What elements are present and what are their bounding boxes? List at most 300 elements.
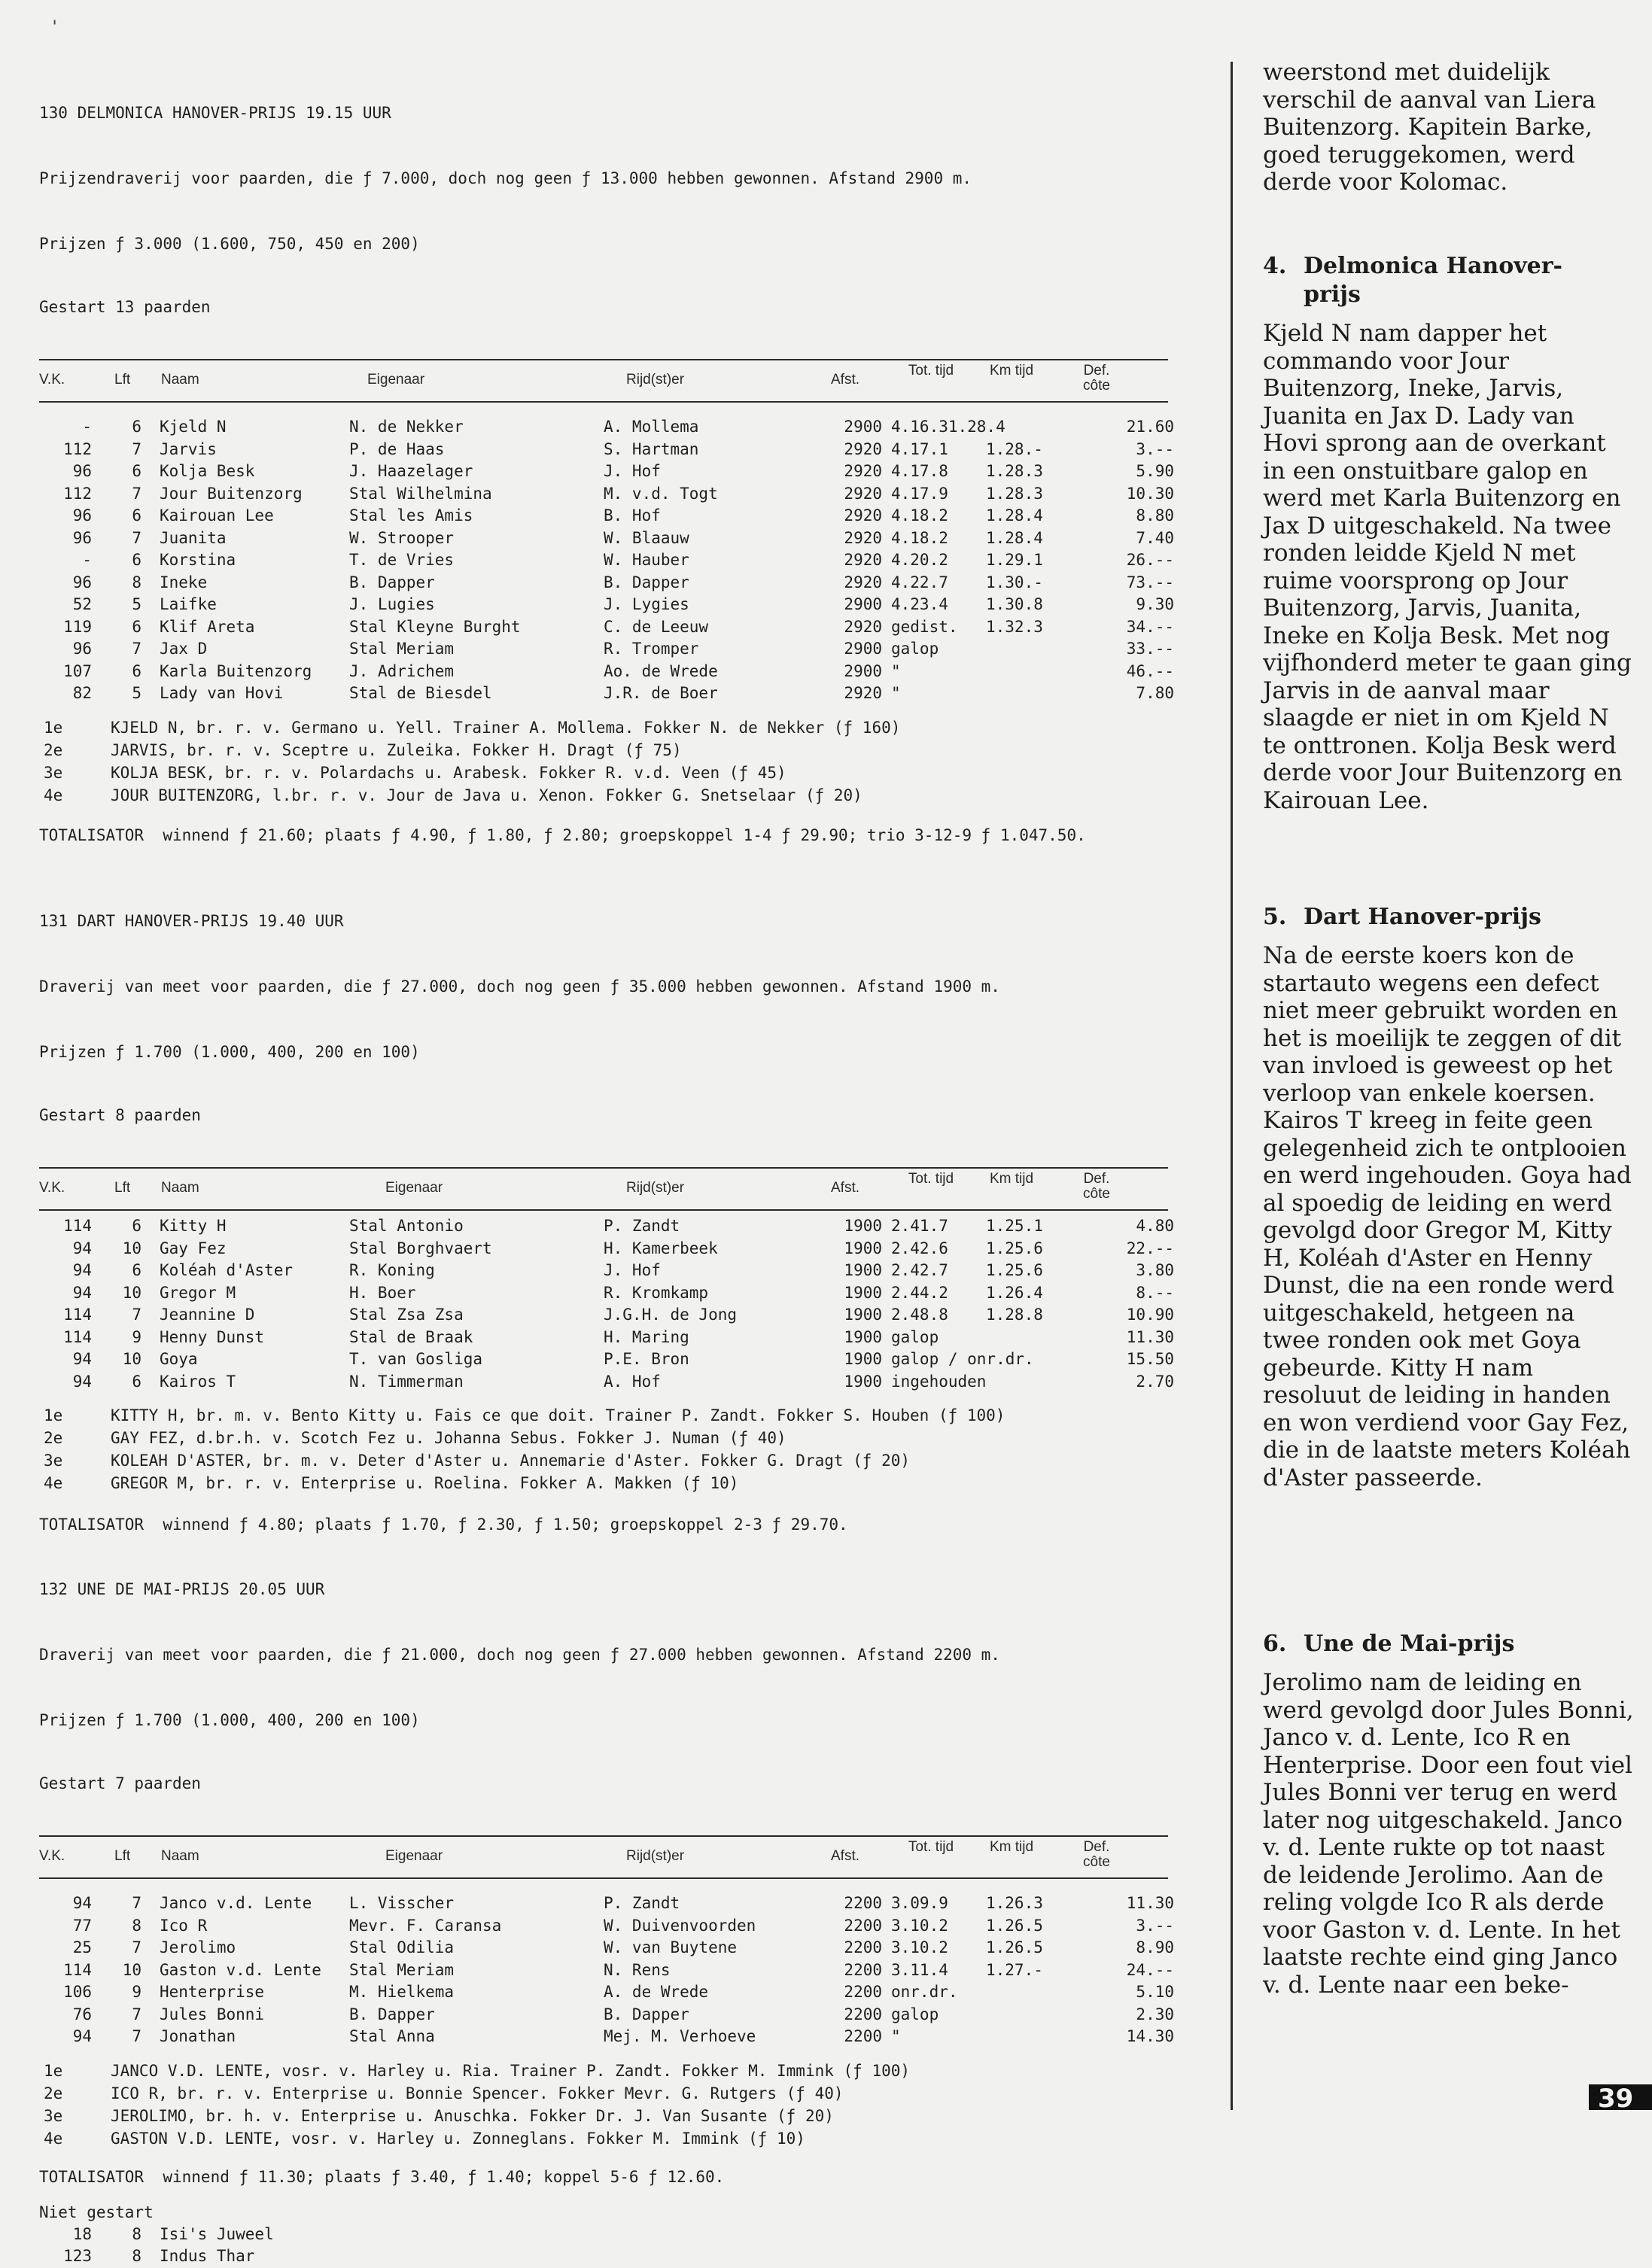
section-heading <box>1263 903 1635 932</box>
placing-text: KOLJA BESK, br. r. v. Polardachs u. Arabesk. Fokker R. v.d. Veen (ƒ 45) <box>111 763 786 782</box>
placing-text: KJELD N, br. r. v. Germano u. Yell. Trainer A. Mollema. Fokker N. de Nekker (ƒ 160) <box>111 718 901 737</box>
cell-km-time: 1.26.3 <box>986 1894 1043 1912</box>
cell-km-time: 1.25.6 <box>986 1261 1043 1279</box>
col-lft: Lft <box>114 1848 131 1864</box>
cell-afst: 1900 <box>844 1372 882 1391</box>
cell-vk: 94 <box>72 1261 92 1279</box>
placing-row <box>39 2130 1168 2152</box>
cell-def-cote: 3.-- <box>1136 439 1174 458</box>
cell-vk: 112 <box>63 484 92 503</box>
totalisator: TOTALISATOR winnend ƒ 4.80; plaats ƒ 1.70, ƒ 2.30, ƒ 1.50; groepskoppel 2-3 ƒ 29.70. <box>39 1516 848 1534</box>
col-name: Naam <box>161 372 199 388</box>
table-row <box>39 572 1174 594</box>
cell-owner: L. Visscher <box>349 1894 455 1912</box>
cell-afst: 1900 <box>844 1306 882 1324</box>
cell-vk: 94 <box>72 1372 92 1391</box>
table-row <box>39 416 1174 439</box>
col-km: Km tijd <box>989 1839 1034 1855</box>
cell-rider: B. Dapper <box>604 573 689 591</box>
section-title: Dart Hanover-prijs <box>1304 904 1541 930</box>
cell-lft: 6 <box>132 1261 141 1279</box>
cell-vk: 112 <box>63 439 92 458</box>
cell-name: Jeannine D <box>160 1306 255 1324</box>
cell-tot-time: 2.44.2 <box>891 1283 948 1302</box>
cell-lft: 10 <box>122 1960 141 1979</box>
cell-name: Goya <box>160 1350 198 1368</box>
col-def: Def. côte <box>1083 1171 1110 1202</box>
cell-lft: 9 <box>132 1983 141 2001</box>
race-starters: Gestart 13 paarden <box>39 298 211 316</box>
cell-rider: W. Hauber <box>604 551 689 569</box>
result-rows <box>39 1893 1174 2048</box>
table-row <box>39 549 1174 572</box>
cell-name: Laifke <box>160 595 217 613</box>
cell-lft: 7 <box>132 484 141 503</box>
race-title: 130 DELMONICA HANOVER-PRIJS 19.15 UUR <box>39 104 391 122</box>
cell-rider: A. Hof <box>604 1372 661 1391</box>
cell-lft: 8 <box>132 2224 141 2243</box>
cell-def-cote: 11.30 <box>1126 1894 1174 1912</box>
cell-name: Indus Thar <box>160 2247 255 2265</box>
cell-lft: 7 <box>132 1938 141 1956</box>
cell-def-cote: 33.-- <box>1126 640 1174 658</box>
placing-row <box>39 2062 1168 2084</box>
cell-owner: Stal de Biesdel <box>349 684 492 702</box>
cell-def-cote: 9.30 <box>1136 595 1174 613</box>
section-body: Na de eerste koers kon de startauto wegens een defect niet meer gebruikt worden en het is moeilijk te zeggen of dit van invloed is geweest op het verloop van enkele koersen. Kairos T kreeg in feite geen gelegenheid zich te ontplooien en werd ingehouden. Goya had al spoedig de leiding en werd gevolgd door Gregor M, Kitty H, Koléah d'Aster en Henny Dunst, die na een ronde werd uitgeschakeld, hetgeen na twee ronden ook met Goya gebeurde. Kitty H nam resoluut de leiding in handen en won verdiend voor Gay Fez, die in de laatste meters Koléah d'Aster passeerde. <box>1263 942 1632 1491</box>
col-name: Naam <box>161 1848 199 1864</box>
placing-position: 1e <box>44 2061 63 2080</box>
cell-rider: H. Maring <box>604 1327 689 1346</box>
cell-vk: 114 <box>63 1306 92 1324</box>
cell-km-time: 1.25.6 <box>986 1239 1043 1257</box>
cell-rider: J.G.H. de Jong <box>604 1306 738 1324</box>
cell-def-cote: 5.90 <box>1136 462 1174 480</box>
placing-text: KOLEAH D'ASTER, br. m. v. Deter d'Aster u. Annemarie d'Aster. Fokker G. Dragt (ƒ 20) <box>111 1452 911 1470</box>
table-row <box>39 1304 1174 1327</box>
cell-name: Jonathan <box>160 2027 236 2045</box>
cell-afst: 2900 <box>844 418 882 436</box>
cell-tot-time: 2.48.8 <box>891 1306 948 1324</box>
cell-rider: J. Hof <box>604 1261 661 1279</box>
cell-vk: 114 <box>63 1960 92 1979</box>
placing-row <box>39 2107 1168 2130</box>
cell-lft: 6 <box>132 1217 141 1235</box>
cell-tot-time: galop <box>891 640 939 658</box>
cell-afst: 2920 <box>844 528 882 547</box>
cell-rider: W. Blaauw <box>604 528 689 547</box>
placing-row <box>39 741 1168 764</box>
placing-position: 1e <box>44 1406 63 1424</box>
cell-tot-time: galop <box>891 1327 939 1346</box>
section-title: Une de Mai-prijs <box>1304 1631 1515 1657</box>
not-started <box>39 2202 1168 2268</box>
cell-lft: 10 <box>122 1239 141 1257</box>
cell-owner: Stal Borghvaert <box>349 1239 492 1257</box>
col-lft: Lft <box>114 372 131 388</box>
cell-lft: 6 <box>132 617 141 636</box>
cell-afst: 2920 <box>844 617 882 636</box>
cell-name: Gaston v.d. Lente <box>160 1960 321 1979</box>
cell-vk: 96 <box>72 573 92 591</box>
report-section-6 <box>1263 1630 1635 1999</box>
cell-km-time: 1.30.8 <box>986 595 1043 613</box>
cell-vk: - <box>82 551 92 569</box>
report-section-4 <box>1263 252 1635 814</box>
cell-owner: Stal Anna <box>349 2027 435 2045</box>
cell-afst: 2920 <box>844 684 882 702</box>
cell-def-cote: 3.80 <box>1136 1261 1174 1279</box>
column-divider <box>1231 62 1233 2110</box>
placing-text: JOUR BUITENZORG, l.br. r. v. Jour de Java u. Xenon. Fokker G. Snetselaar (ƒ 20) <box>111 786 863 804</box>
placings <box>39 2062 1168 2152</box>
cell-tot-time: 4.23.4 <box>891 595 948 613</box>
cell-lft: 8 <box>132 1916 141 1935</box>
table-row <box>39 683 1174 705</box>
col-afst: Afst. <box>831 372 860 388</box>
cell-tot-time: 4.18.2 <box>891 528 948 547</box>
cell-afst: 2920 <box>844 506 882 524</box>
placing-position: 3e <box>44 763 63 782</box>
cell-lft: 7 <box>132 1894 141 1912</box>
cell-tot-time: 4.20.2 <box>891 551 948 569</box>
cell-def-cote: 7.40 <box>1136 528 1174 547</box>
table-header <box>39 1167 1168 1211</box>
col-vk: V.K. <box>39 372 65 388</box>
not-started-row <box>39 2245 1168 2268</box>
cell-owner: T. de Vries <box>349 551 455 569</box>
table-row <box>39 1915 1174 1938</box>
cell-lft: 7 <box>132 2005 141 2023</box>
table-row <box>39 1327 1174 1349</box>
cell-name: Koléah d'Aster <box>160 1261 294 1279</box>
cell-rider: J. Lygies <box>604 595 689 613</box>
cell-tot-time: 2.41.7 <box>891 1217 948 1235</box>
cell-tot-time: " <box>891 2027 901 2045</box>
cell-rider: P. Zandt <box>604 1894 680 1912</box>
col-lft: Lft <box>114 1180 131 1196</box>
cell-km-time: 1.27.- <box>986 1960 1043 1979</box>
cell-owner: J. Lugies <box>349 595 435 613</box>
table-row <box>39 616 1174 639</box>
cell-name: Kairos T <box>160 1372 236 1391</box>
cell-vk: 94 <box>72 1239 92 1257</box>
cell-vk: 123 <box>63 2247 92 2265</box>
table-row <box>39 1981 1174 2004</box>
section-number: 4. <box>1263 253 1287 279</box>
cell-def-cote: 3.-- <box>1136 1916 1174 1935</box>
cell-def-cote: 73.-- <box>1126 573 1174 591</box>
cell-afst: 2200 <box>844 1960 882 1979</box>
cell-tot-time: 4.17.8 <box>891 462 948 480</box>
placing-row <box>39 719 1168 741</box>
placings <box>39 1406 1168 1497</box>
totalisator: TOTALISATOR winnend ƒ 11.30; plaats ƒ 3.40, ƒ 1.40; koppel 5-6 ƒ 12.60. <box>39 2167 725 2186</box>
cell-def-cote: 2.30 <box>1136 2005 1174 2023</box>
section-body: Kjeld N nam dapper het commando voor Jour Buitenzorg, Ineke, Jarvis, Juanita en Jax D. Lady van Hovi sprong aan de overkant in een onstuitbare galop en werd met Karla Buitenzorg en Jax D uitgeschakeld. Na twee ronden leidde Kjeld N met ruime voorsprong op Jour Buitenzorg, Jarvis, Juanita, Ineke en Kolja Besk. Met nog vijfhonderd meter te gaan ging Jarvis in de aanval maar slaagde er niet in om Kjeld N te onttronen. Kolja Besk werd derde voor Jour Buitenzorg en Kairouan Lee. <box>1263 320 1632 814</box>
cell-km-time: 1.28.8 <box>986 1306 1043 1324</box>
table-header <box>39 1835 1168 1879</box>
col-afst: Afst. <box>831 1848 860 1864</box>
placing-position: 3e <box>44 1452 63 1470</box>
table-row <box>39 1371 1174 1394</box>
cell-name: Lady van Hovi <box>160 684 284 702</box>
col-owner: Eigenaar <box>367 372 425 388</box>
cell-afst: 2200 <box>844 2027 882 2045</box>
cell-km-time: 1.29.1 <box>986 551 1043 569</box>
placing-text: GAY FEZ, d.br.h. v. Scotch Fez u. Johanna Sebus. Fokker J. Numan (ƒ 40) <box>111 1429 786 1447</box>
cell-def-cote: 8.-- <box>1136 1283 1174 1302</box>
cell-name: Korstina <box>160 551 236 569</box>
cell-vk: 107 <box>63 661 92 680</box>
cell-name: Karla Buitenzorg <box>160 661 312 680</box>
race-header <box>39 59 1168 359</box>
cell-km-time: 1.28.- <box>986 439 1043 458</box>
col-name: Naam <box>161 1180 199 1196</box>
placing-text: JANCO V.D. LENTE, vosr. v. Harley u. Ria. Trainer P. Zandt. Fokker M. Immink (ƒ 100) <box>111 2061 911 2080</box>
cell-owner: J. Adrichem <box>349 661 455 680</box>
cell-owner: Stal les Amis <box>349 506 473 524</box>
cell-km-time: 1.28.3 <box>986 462 1043 480</box>
cell-afst: 2200 <box>844 1894 882 1912</box>
col-vk: V.K. <box>39 1848 65 1864</box>
cell-lft: 7 <box>132 439 141 458</box>
cell-tot-time: 3.11.4 <box>891 1960 948 1979</box>
cell-km-time: 1.28.3 <box>986 484 1043 503</box>
cell-vk: 94 <box>72 2027 92 2045</box>
cell-vk: 52 <box>72 595 92 613</box>
cell-name: Henny Dunst <box>160 1327 265 1346</box>
cell-lft: 7 <box>132 528 141 547</box>
cell-vk: 77 <box>72 1916 92 1935</box>
not-started-rows <box>39 2224 1168 2268</box>
col-rider: Rijd(st)er <box>626 1180 685 1196</box>
cell-rider: R. Tromper <box>604 640 699 658</box>
table-row <box>39 461 1174 483</box>
cell-def-cote: 24.-- <box>1126 1960 1174 1979</box>
cell-name: Kolja Besk <box>160 462 255 480</box>
cell-vk: 25 <box>72 1938 92 1956</box>
cell-def-cote: 2.70 <box>1136 1372 1174 1391</box>
cell-tot-time: 2.42.6 <box>891 1239 948 1257</box>
cell-def-cote: 34.-- <box>1126 617 1174 636</box>
cell-lft: 7 <box>132 2027 141 2045</box>
race-132 <box>39 1535 1174 2268</box>
cell-owner: Stal Zsa Zsa <box>349 1306 464 1324</box>
cell-lft: 6 <box>132 462 141 480</box>
cell-owner: N. de Nekker <box>349 418 464 436</box>
race-131 <box>39 867 1174 1536</box>
cell-km-time: 1.25.1 <box>986 1217 1043 1235</box>
col-tot: Tot. tijd <box>908 363 954 379</box>
intro-paragraph: weerstond met duidelijk verschil de aanval van Liera Buitenzorg. Kapitein Barke, goed teruggekomen, werd derde voor Kolomac. <box>1263 59 1596 196</box>
cell-tot-time: 4.17.1 <box>891 439 948 458</box>
table-header <box>39 359 1168 403</box>
cell-vk: 114 <box>63 1327 92 1346</box>
cell-rider: P.E. Bron <box>604 1350 689 1368</box>
cell-tot-time: 4.22.7 <box>891 573 948 591</box>
cell-lft: 6 <box>132 506 141 524</box>
cell-vk: 82 <box>72 684 92 702</box>
cell-vk: 96 <box>72 528 92 547</box>
table-row <box>39 1937 1174 1959</box>
cell-name: Jour Buitenzorg <box>160 484 303 503</box>
cell-lft: 6 <box>132 418 141 436</box>
cell-name: Ico R <box>160 1916 208 1935</box>
cell-name: Kitty H <box>160 1217 227 1235</box>
cell-name: Jules Bonni <box>160 2005 265 2023</box>
placing-position: 4e <box>44 786 63 804</box>
col-owner: Eigenaar <box>385 1180 443 1196</box>
cell-rider: C. de Leeuw <box>604 617 709 636</box>
placing-position: 4e <box>44 1474 63 1492</box>
cell-vk: 94 <box>72 1283 92 1302</box>
cell-tot-time: 3.10.2 <box>891 1916 948 1935</box>
cell-def-cote: 8.90 <box>1136 1938 1174 1956</box>
result-rows <box>39 1215 1174 1393</box>
race-starters: Gestart 7 paarden <box>39 1774 201 1792</box>
cell-afst: 2900 <box>844 661 882 680</box>
cell-afst: 2920 <box>844 484 882 503</box>
table-row <box>39 505 1174 527</box>
placing-position: 1e <box>44 718 63 737</box>
col-owner: Eigenaar <box>385 1848 443 1864</box>
cell-lft: 7 <box>132 1306 141 1324</box>
placing-position: 2e <box>44 2084 63 2102</box>
cell-tot-time: 3.09.9 <box>891 1894 948 1912</box>
report-section-5 <box>1263 903 1635 1491</box>
not-started-row <box>39 2224 1168 2246</box>
cell-owner: B. Dapper <box>349 2005 435 2023</box>
section-number: 5. <box>1263 904 1287 930</box>
cell-vk: 94 <box>72 1894 92 1912</box>
cell-vk: 114 <box>63 1217 92 1235</box>
cell-def-cote: 5.10 <box>1136 1983 1174 2001</box>
cell-afst: 2200 <box>844 2005 882 2023</box>
cell-lft: 9 <box>132 1327 141 1346</box>
table-row <box>39 439 1174 461</box>
cell-owner: P. de Haas <box>349 439 445 458</box>
placing-row <box>39 764 1168 786</box>
cell-name: Henterprise <box>160 1983 265 2001</box>
placing-row <box>39 1429 1168 1452</box>
totalisator: TOTALISATOR winnend ƒ 21.60; plaats ƒ 4.90, ƒ 1.80, ƒ 2.80; groepskoppel 1-4 ƒ 29.90; trio 3-12-9 ƒ 1.047.50. <box>39 825 1086 844</box>
cell-rider: N. Rens <box>604 1960 671 1979</box>
race-header <box>39 1535 1168 1835</box>
cell-def-cote: 46.-- <box>1126 661 1174 680</box>
cell-afst: 2900 <box>844 595 882 613</box>
cell-vk: 18 <box>72 2224 92 2243</box>
cell-def-cote: 14.30 <box>1126 2027 1174 2045</box>
cell-afst: 2920 <box>844 573 882 591</box>
col-tot: Tot. tijd <box>908 1839 954 1855</box>
cell-tot-time: galop / onr.dr. <box>891 1350 1034 1368</box>
cell-rider: J. Hof <box>604 462 661 480</box>
race-prizes: Prijzen ƒ 1.700 (1.000, 400, 200 en 100) <box>39 1043 420 1061</box>
cell-rider: R. Kromkamp <box>604 1283 709 1302</box>
cell-km-time: 1.26.4 <box>986 1283 1043 1302</box>
cell-vk: 76 <box>72 2005 92 2023</box>
cell-name: Kairouan Lee <box>160 506 274 524</box>
race-conditions: Draverij van meet voor paarden, die ƒ 27.000, doch nog geen ƒ 35.000 hebben gewonnen. Afstand 1900 m. <box>39 977 1000 996</box>
cell-rider: Mej. M. Verhoeve <box>604 2027 756 2045</box>
cell-afst: 2900 <box>844 640 882 658</box>
cell-vk: 106 <box>63 1983 92 2001</box>
cell-lft: 5 <box>132 595 141 613</box>
cell-def-cote: 21.60 <box>1126 418 1174 436</box>
cell-vk: 94 <box>72 1350 92 1368</box>
col-def: Def. côte <box>1083 363 1110 394</box>
placing-text: ICO R, br. r. v. Enterprise u. Bonnie Spencer. Fokker Mevr. G. Rutgers (ƒ 40) <box>111 2084 844 2102</box>
cell-owner: M. Hielkema <box>349 1983 455 2001</box>
cell-tot-time: 3.10.2 <box>891 1938 948 1956</box>
cell-name: Gregor M <box>160 1283 236 1302</box>
section-body: Jerolimo nam de leiding en werd gevolgd door Jules Bonni, Janco v. d. Lente, Ico R en Henterprise. Door een fout viel Jules Bonni ver terug en werd later nog uitgeschakeld. Janco v. d. Lente rukte op tot naast de leidende Jerolimo. Aan de reling volgde Ico R als derde voor Gaston v. d. Lente. In het laatste rechte eind ging Janco v. d. Lente naar een beke- <box>1263 1669 1634 1999</box>
race-title: 131 DART HANOVER-PRIJS 19.40 UUR <box>39 912 344 930</box>
cell-owner: Stal de Braak <box>349 1327 473 1346</box>
race-conditions: Draverij van meet voor paarden, die ƒ 21.000, doch nog geen ƒ 27.000 hebben gewonnen. Afstand 2200 m. <box>39 1646 1000 1664</box>
cell-name: Juanita <box>160 528 227 547</box>
cell-tot-time: 2.42.7 <box>891 1261 948 1279</box>
placing-text: KITTY H, br. m. v. Bento Kitty u. Fais ce que doit. Trainer P. Zandt. Fokker S. Houben (ƒ 100) <box>111 1406 1005 1424</box>
cell-afst: 1900 <box>844 1283 882 1302</box>
cell-rider: J.R. de Boer <box>604 684 718 702</box>
cell-owner: N. Timmerman <box>349 1372 464 1391</box>
col-rider: Rijd(st)er <box>626 1848 685 1864</box>
cell-lft: 6 <box>132 551 141 569</box>
table-row <box>39 1348 1174 1371</box>
cell-owner: J. Haazelager <box>349 462 473 480</box>
corner-mark: ' <box>50 18 60 37</box>
cell-def-cote: 4.80 <box>1136 1217 1174 1235</box>
cell-lft: 7 <box>132 640 141 658</box>
cell-owner: Stal Wilhelmina <box>349 484 492 503</box>
placing-position: 3e <box>44 2106 63 2125</box>
section-number: 6. <box>1263 1631 1287 1657</box>
not-started-label: Niet gestart <box>39 2203 154 2221</box>
cell-afst: 2200 <box>844 1916 882 1935</box>
cell-lft: 6 <box>132 1372 141 1391</box>
cell-owner: T. van Gosliga <box>349 1350 483 1368</box>
cell-afst: 1900 <box>844 1217 882 1235</box>
cell-afst: 1900 <box>844 1261 882 1279</box>
placing-position: 4e <box>44 2129 63 2148</box>
cell-afst: 2200 <box>844 1938 882 1956</box>
cell-tot-time: onr.dr. <box>891 1983 958 2001</box>
section-heading <box>1263 1630 1635 1658</box>
cell-def-cote: 10.30 <box>1126 484 1174 503</box>
cell-vk: - <box>82 418 92 436</box>
cell-km-time: 1.26.5 <box>986 1916 1043 1935</box>
section-title-cont: prijs <box>1304 281 1361 308</box>
cell-rider: B. Dapper <box>604 2005 689 2023</box>
cell-name: Klif Areta <box>160 617 255 636</box>
cell-name: Kjeld N <box>160 418 227 436</box>
placing-position: 2e <box>44 740 63 759</box>
col-def: Def. côte <box>1083 1839 1110 1870</box>
cell-lft: 10 <box>122 1350 141 1368</box>
cell-tot-time: gedist. <box>891 617 958 636</box>
cell-lft: 6 <box>132 661 141 680</box>
race-130 <box>39 59 1174 847</box>
table-row <box>39 1215 1174 1238</box>
cell-rider: H. Kamerbeek <box>604 1239 718 1257</box>
report-intro <box>1263 59 1635 196</box>
placing-text: JARVIS, br. r. v. Sceptre u. Zuleika. Fokker H. Dragt (ƒ 75) <box>111 740 682 759</box>
cell-def-cote: 22.-- <box>1126 1239 1174 1257</box>
race-conditions: Prijzendraverij voor paarden, die ƒ 7.000, doch nog geen ƒ 13.000 hebben gewonnen. Afstand 2900 m. <box>39 169 972 187</box>
placing-row <box>39 786 1168 809</box>
